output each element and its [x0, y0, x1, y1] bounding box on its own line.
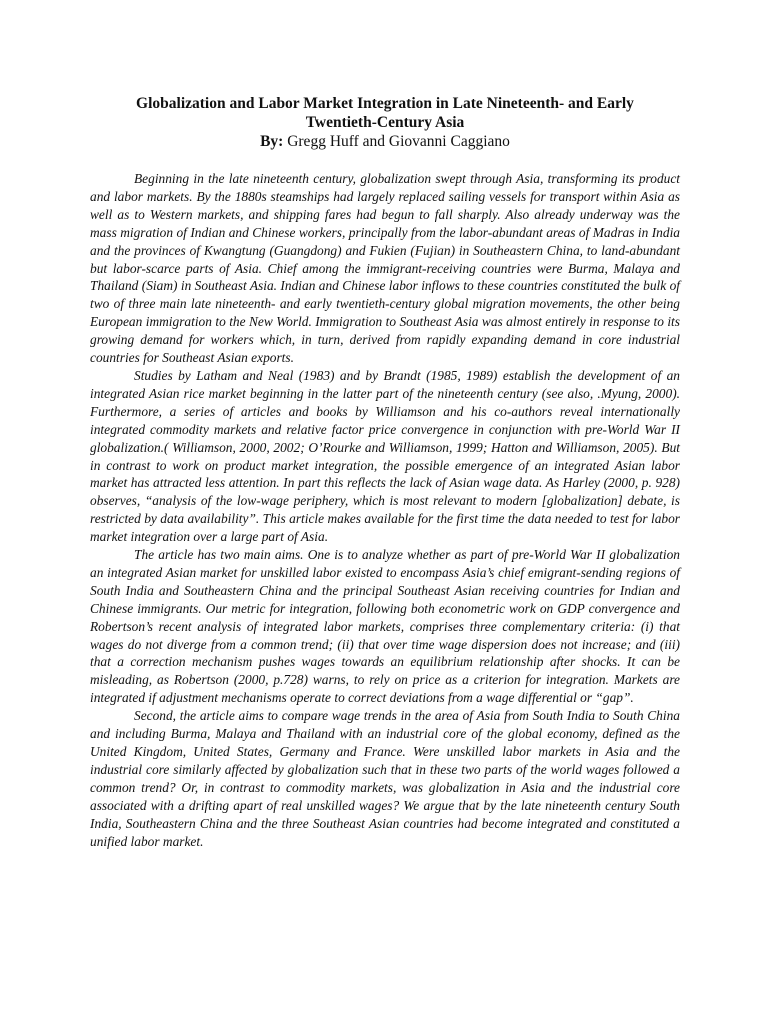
document-title	[90, 94, 680, 132]
title-line-1: Globalization and Labor Market Integration in Late Nineteenth- and Early	[136, 95, 634, 112]
paragraph-4: Second, the article aims to compare wage trends in the area of Asia from South India to South China and including Burma, Malaya and Thailand with an industrial core of the global economy, defined as the United Kingdom, United States, Germany and France. Were unskilled labor markets in Asia and the industrial core similarly affected by globalization such that in these two parts of the world wages followed a common trend? Or, in contrast to commodity markets, was globalization in Asia and the industrial core associated with a drifting apart of real unskilled wages? We argue that by the late nineteenth century South India, Southeastern China and the three Southeast Asian countries had become integrated and constituted a unified labor market.	[90, 708, 680, 849]
title-line-2: Twentieth-Century Asia	[305, 114, 465, 131]
paragraph-3: The article has two main aims. One is to analyze whether as part of pre-World War II globalization an integrated Asian market for unskilled labor existed to encompass Asia’s chief emigrant-sending regions of South India and Southeastern China and the principal Southeast Asian receiving countries for Indian and Chinese immigrants. Our metric for integration, following both econometric work on GDP convergence and Robertson’s recent analysis of integrated labor markets, comprises three complementary criteria: (i) that wages do not diverge from a common trend; (ii) that over time wage dispersion does not increase; and (iii) that a correction mechanism pushes wages towards an equilibrium relationship after shocks. It can be misleading, as Robertson (2000, p.728) warns, to rely on price as a criterion for integration. Markets are integrated if adjustment mechanisms operate to correct deviations from a wage differential or “gap”.	[90, 547, 680, 706]
byline	[90, 132, 680, 152]
paragraph-2: Studies by Latham and Neal (1983) and by Brandt (1985, 1989) establish the development of an integrated Asian rice market beginning in the latter part of the nineteenth century (see also, .Myung, 2000). Furthermore, a series of articles and books by Williamson and his co-authors reveal internationally integrated commodity markets and relative factor price convergence in conjunction with pre-World War II globalization.( Williamson, 2000, 2002; O’Rourke and Williamson, 1999; Hatton and Williamson, 2005). But in contrast to work on product market integration, the possible emergence of an integrated Asian labor market has attracted less attention. In part this reflects the lack of Asian wage data. As Harley (2000, p. 928) observes, “analysis of the low-wage periphery, which is most relevant to modern [globalization] debate, is restricted by data availability”. This article makes available for the first time the data needed to test for labor market integration over a large part of Asia.	[90, 367, 680, 545]
document-page	[90, 94, 680, 850]
body-text	[90, 170, 680, 850]
paragraph-1: Beginning in the late nineteenth century, globalization swept through Asia, transforming its product and labor markets. By the 1880s steamships had largely replaced sailing vessels for transport within Asia as well as to Western markets, and shipping fares had begun to fall sharply. Also already underway was the mass migration of Indian and Chinese workers, principally from the labor-abundant areas of Madras in India and the provinces of Kwangtung (Guangdong) and Fukien (Fujian) in Southeastern China, to land-abundant but labor-scarce parts of Asia. Chief among the immigrant-receiving countries were Burma, Malaya and Thailand (Siam) in Southeast Asia. Indian and Chinese labor inflows to these countries constituted the bulk of two of three main late nineteenth- and early twentieth-century global migration movements, the other being European immigration to the New World. Immigration to Southeast Asia was almost entirely in response to its growing demand for workers which, in turn, derived from rapidly expanding demand in core industrial countries for Southeast Asian exports.	[90, 171, 680, 366]
by-label: By:	[260, 133, 284, 150]
authors: Gregg Huff and Giovanni Caggiano	[283, 133, 510, 150]
